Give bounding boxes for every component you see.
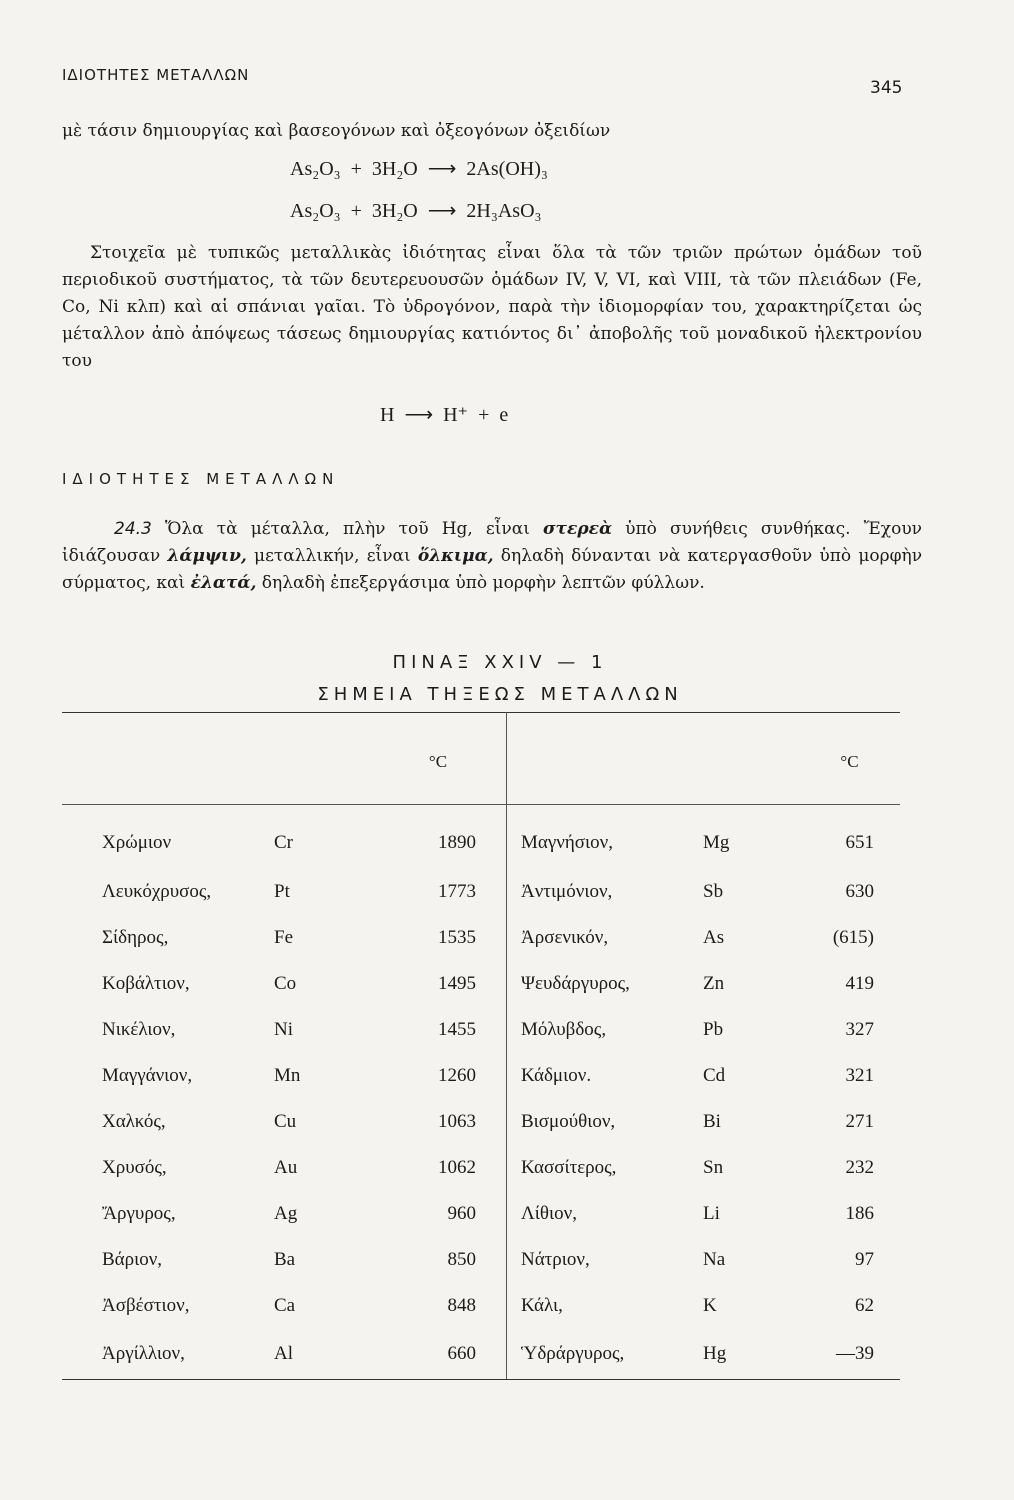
metal-symbol: Sb bbox=[703, 881, 724, 902]
metal-name: Χρυσός, bbox=[102, 1157, 167, 1178]
equation-1: As₂O₃ + 3H₂O ⟶ 2As(OH)₃ bbox=[290, 158, 548, 180]
metal-symbol: Zn bbox=[703, 973, 725, 994]
metal-name: Κάδμιον. bbox=[521, 1065, 592, 1086]
table-row bbox=[62, 915, 900, 961]
melting-point: 651 bbox=[845, 832, 874, 853]
melting-point: (615) bbox=[832, 927, 874, 948]
table-body bbox=[62, 805, 900, 1380]
header-unit-2: °C bbox=[799, 713, 900, 805]
emph-luster: λάμψιν, bbox=[167, 546, 247, 566]
metal-name: Κασσίτερος, bbox=[521, 1157, 617, 1178]
melting-point: 630 bbox=[845, 881, 874, 902]
melting-point: —39 bbox=[799, 1329, 900, 1380]
table-row bbox=[62, 1237, 900, 1283]
metal-symbol: Sn bbox=[703, 1157, 724, 1178]
metal-name: Λίθιον, bbox=[521, 1203, 577, 1224]
melting-point: 1260 bbox=[370, 1053, 507, 1099]
melting-point: 97 bbox=[855, 1249, 874, 1270]
metal-symbol: K bbox=[703, 1295, 717, 1316]
metal-symbol: Ni bbox=[274, 1019, 293, 1040]
metal-name: Κάλι, bbox=[521, 1295, 563, 1316]
table-row bbox=[62, 961, 900, 1007]
section-text-c: μεταλλικήν, εἶναι bbox=[254, 546, 411, 566]
section-text-e: δηλαδὴ ἐπεξεργάσιμα ὑπὸ μορφὴν λεπτῶν φύλλων. bbox=[261, 573, 705, 593]
metal-symbol: Cr bbox=[274, 832, 293, 853]
melting-point: 327 bbox=[845, 1019, 874, 1040]
table-row bbox=[62, 1007, 900, 1053]
melting-point: 1890 bbox=[370, 805, 507, 870]
section-text-b: ὑπὸ συνήθεις συνθήκας. Ἔχουν ἰδιάζουσαν bbox=[62, 519, 923, 566]
metal-name: Ἀργίλλιον, bbox=[62, 1329, 268, 1380]
table-caption-number: ΠΙΝΑΞ XXIV — 1 bbox=[392, 652, 608, 673]
table-row bbox=[62, 1053, 900, 1099]
table-row bbox=[62, 805, 900, 870]
metal-name: Σίδηρος, bbox=[102, 927, 169, 948]
section-heading: ΙΔΙΟΤΗΤΕΣ ΜΕΤΑΛΛΩΝ bbox=[62, 470, 340, 488]
metal-symbol: Na bbox=[703, 1249, 726, 1270]
paragraph-1: Στοιχεῖα μὲ τυπικῶς μεταλλικὰς ἰδιότητας εἶναι ὅλα τὰ τῶν τριῶν πρώτων ὁμάδων τοῦ περιοδικοῦ συστήματος, τὰ τῶν δευτερευουσῶν ὁμάδων IV, V, VI, καὶ VIII, τὰ τῶν πλειάδων (Fe, Co, Ni κλπ) καὶ αἱ σπάνιαι γαῖαι. Τὸ ὑδρογόνον, παρὰ τὴν ἰδιομορφίαν του, χαρακτηρίζεται ὡς μέταλλον ἀπὸ ἀπόψεως τάσεως δημιουργίας κατιόντος δι᾽ ἀποβολῆς τοῦ μοναδικοῦ ἠλεκτρονίου του bbox=[62, 243, 922, 371]
melting-point: 1773 bbox=[370, 869, 507, 915]
metal-name: Χρώμιον bbox=[102, 832, 172, 853]
metal-name: Νικέλιον, bbox=[102, 1019, 176, 1040]
melting-point: 1495 bbox=[370, 961, 507, 1007]
melting-point: 848 bbox=[370, 1283, 507, 1329]
page-number: 345 bbox=[870, 78, 903, 98]
metal-symbol: Fe bbox=[274, 927, 293, 948]
metal-symbol: Ca bbox=[274, 1295, 296, 1316]
emph-solid: στερεὰ bbox=[543, 519, 613, 539]
emph-ductile: ὅλκιμα, bbox=[417, 546, 494, 566]
metal-symbol: Bi bbox=[703, 1111, 721, 1132]
metal-symbol: As bbox=[703, 927, 725, 948]
metal-name: Μόλυβδος, bbox=[521, 1019, 607, 1040]
header-symbol-1 bbox=[268, 713, 370, 805]
table-row bbox=[62, 869, 900, 915]
melting-point: 419 bbox=[845, 973, 874, 994]
header-unit-1: °C bbox=[370, 713, 507, 805]
melting-point: 850 bbox=[370, 1237, 507, 1283]
metal-symbol: Ba bbox=[274, 1249, 296, 1270]
metal-name: Λευκόχρυσος, bbox=[102, 881, 212, 902]
section-text-a: Ὅλα τὰ μέταλλα, πλὴν τοῦ Hg, εἶναι bbox=[164, 519, 530, 539]
running-head: ΙΔΙΟΤΗΤΕΣ ΜΕΤΑΛΛΩΝ bbox=[62, 66, 250, 84]
metal-symbol: Ag bbox=[274, 1203, 298, 1224]
metal-name: Ἀσβέστιον, bbox=[102, 1295, 190, 1316]
melting-point: 321 bbox=[845, 1065, 874, 1086]
melting-point: 1455 bbox=[370, 1007, 507, 1053]
melting-point: 186 bbox=[845, 1203, 874, 1224]
table-row bbox=[62, 1191, 900, 1237]
metal-symbol: Pb bbox=[703, 1019, 724, 1040]
metal-name: Νάτριον, bbox=[521, 1249, 590, 1270]
metal-name: Ψευδάργυρος, bbox=[521, 973, 630, 994]
header-name-2 bbox=[507, 713, 698, 805]
metal-name: Βάριον, bbox=[102, 1249, 163, 1270]
metal-symbol: Co bbox=[274, 973, 297, 994]
metal-symbol: Li bbox=[703, 1203, 720, 1224]
metal-name: Ἀρσενικόν, bbox=[521, 927, 609, 948]
table-row bbox=[62, 1283, 900, 1329]
metal-symbol: Mg bbox=[703, 832, 730, 853]
intro-line: μὲ τάσιν δημιουργίας καὶ βασεογόνων καὶ ὀξεογόνων ὀξειδίων bbox=[62, 121, 611, 141]
section-number: 24.3 bbox=[114, 519, 152, 539]
metal-symbol: Cu bbox=[274, 1111, 297, 1132]
table-row bbox=[62, 1329, 900, 1380]
metal-name: Ὑδράργυρος, bbox=[507, 1329, 698, 1380]
metal-symbol: Mn bbox=[274, 1065, 301, 1086]
melting-point: 960 bbox=[370, 1191, 507, 1237]
melting-point: 62 bbox=[855, 1295, 874, 1316]
metal-symbol: Hg bbox=[697, 1329, 799, 1380]
section-text-d: δηλαδὴ δύνανται νὰ κατεργασθοῦν ὑπὸ μορφὴν σύρματος, καὶ bbox=[62, 546, 923, 593]
melting-point: 1062 bbox=[370, 1145, 507, 1191]
metal-name: Μαγνήσιον, bbox=[521, 832, 613, 853]
melting-point: 232 bbox=[845, 1157, 874, 1178]
melting-points-table bbox=[62, 712, 900, 1380]
melting-point: 271 bbox=[845, 1111, 874, 1132]
section-paragraph bbox=[62, 516, 922, 597]
melting-point: 660 bbox=[370, 1329, 507, 1380]
metal-symbol: Pt bbox=[274, 881, 290, 902]
metal-name: Χαλκός, bbox=[102, 1111, 166, 1132]
metal-name: Ἀντιμόνιον, bbox=[521, 881, 613, 902]
melting-point: 1535 bbox=[370, 915, 507, 961]
emph-malleable: ἐλατά, bbox=[190, 573, 257, 593]
metal-name: Ἄργυρος, bbox=[102, 1203, 176, 1224]
table-caption-title: ΣΗΜΕΙΑ ΤΗΞΕΩΣ ΜΕΤΑΛΛΩΝ bbox=[317, 684, 683, 705]
table-header-row bbox=[62, 713, 900, 805]
header-symbol-2 bbox=[697, 713, 799, 805]
metal-symbol: Al bbox=[268, 1329, 370, 1380]
melting-point: 1063 bbox=[370, 1099, 507, 1145]
table-row bbox=[62, 1145, 900, 1191]
header-name-1 bbox=[62, 713, 268, 805]
equation-3: H ⟶ H⁺ + e bbox=[380, 404, 509, 426]
metal-name: Μαγγάνιον, bbox=[102, 1065, 193, 1086]
metal-symbol: Au bbox=[274, 1157, 298, 1178]
metal-name: Κοβάλτιον, bbox=[102, 973, 190, 994]
metal-symbol: Cd bbox=[703, 1065, 726, 1086]
equation-2: As₂O₃ + 3H₂O ⟶ 2H₃AsO₃ bbox=[290, 200, 542, 222]
metal-name: Βισμούθιον, bbox=[521, 1111, 616, 1132]
table-row bbox=[62, 1099, 900, 1145]
